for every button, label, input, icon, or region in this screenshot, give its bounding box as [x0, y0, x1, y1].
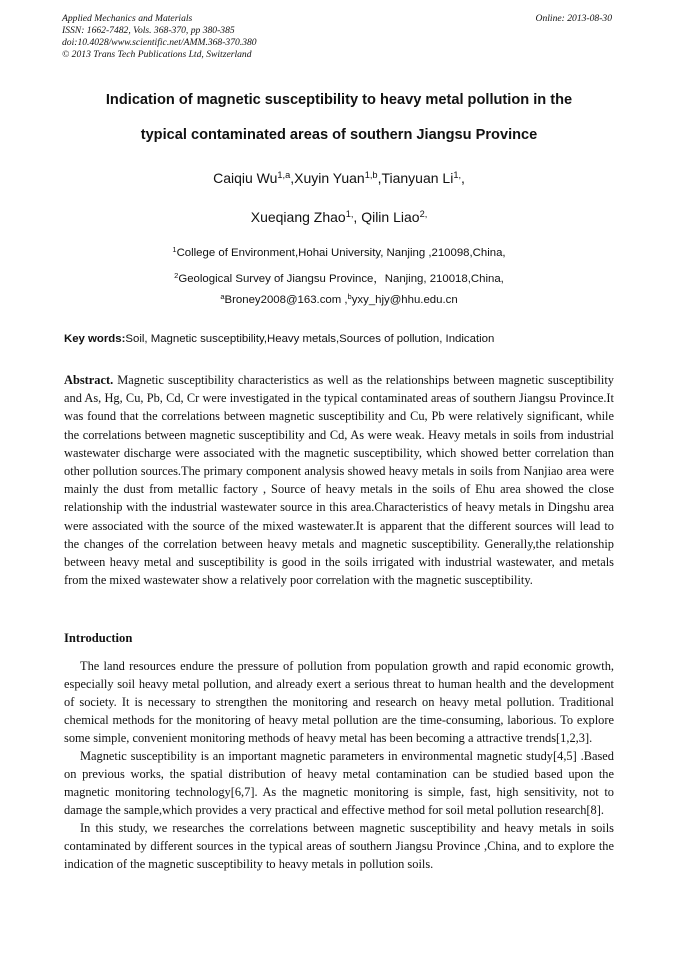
author-separator: ,: [377, 170, 382, 186]
email-a: Broney2008@163.com ,: [224, 294, 348, 306]
author-name: Xueqiang Zhao: [250, 209, 346, 225]
affiliation-text: Geological Survey of Jiangsu Province，Nanjing, 210018,China,: [178, 273, 504, 285]
paper-title-line-2: typical contaminated areas of southern Jiangsu Province: [140, 127, 538, 143]
email-line: [40, 291, 638, 306]
doi-line: doi:10.4028/www.scientific.net/AMM.368-370.380: [62, 37, 257, 48]
issn-line: ISSN: 1662-7482, Vols. 368-370, pp 380-385: [62, 25, 235, 36]
online-date: Online: 2013-08-30: [535, 13, 612, 24]
author-affil-mark: 1,a: [277, 169, 291, 180]
author-name: Tianyuan Li: [381, 170, 454, 186]
copyright-line: © 2013 Trans Tech Publications Ltd, Switzerland: [62, 49, 252, 60]
journal-name: Applied Mechanics and Materials: [62, 13, 193, 24]
abstract: [64, 371, 614, 589]
affiliation-text: College of Environment,Hohai University, Nanjing ,210098,China,: [176, 247, 506, 259]
affiliation-mark: 1: [172, 244, 177, 254]
paper-title-line-1: Indication of magnetic susceptibility to heavy metal pollution in the: [105, 92, 573, 108]
author-separator: ,: [353, 209, 362, 225]
author-line-1: [40, 170, 638, 186]
keywords-label: Key words:: [64, 333, 126, 345]
author-line-2: [40, 209, 638, 225]
author-affil-mark: 1,: [453, 169, 462, 180]
keywords-text: Soil, Magnetic susceptibility,Heavy metals,Sources of pollution, Indication: [125, 333, 495, 345]
intro-paragraph: Magnetic susceptibility is an important magnetic parameters in environmental magnetic study[4,5] .Based on previous works, the spatial distribution of heavy metal contamination can be studied based upon the magnetic monitoring technology[6,7]. As the magnetic monitoring is simple, fast, high sensitivity, not to damage the sample,which provides a very practical and effective method for soil metal pollution research[8].: [64, 749, 614, 817]
abstract-text: Magnetic susceptibility characteristics as well as the relationships between magnetic susceptibility and As, Hg, Cu, Pb, Cd, Cr were investigated in the typical contaminated areas of southern Jiangsu Province.It was found that the correlations between magnetic susceptibility and Cu, Pb were relatively significant, while the correlations between magnetic susceptibility and Cd, As were weak. Heavy metals in soils from industrial wastewater discharge were associated with the magnetic susceptibility, which showed better correlation than other pollution sources.The primary component analysis showed heavy metals in soils from Nanjiao area were mainly the dust from metallic factory , Source of heavy metals in the soils of Ehu area showed the close relationship with the industrial wastewater source in this area.Characteristics of heavy metals in Dingshu area were associated with the source of the mixed wastewater.It is apparent that the different sources will lead to the changes of the correlation between heavy metals and magnetic susceptibility. Generally,the relationship between heavy metal and susceptibility is good in the soils irrigated with industrial wastewater, and metals from the mixed wastewater show a relatively poor correlation with the magnetic susceptibility.: [64, 373, 614, 588]
affiliation-1: [40, 244, 638, 259]
author-affil-mark: 2,: [419, 208, 428, 219]
intro-paragraph: In this study, we researches the correlations between magnetic susceptibility and heavy metals in soils contaminated by different sources in the typical areas of southern Jiangsu Province ,China, and to explore the indication of the magnetic susceptibility to heavy metals in pollution soils.: [64, 821, 614, 871]
email-mark-a: a: [220, 291, 225, 301]
email-mark-b: b: [347, 291, 352, 301]
affiliation-mark: 2: [174, 270, 179, 280]
author-name: Qilin Liao: [361, 209, 420, 225]
author-name: Xuyin Yuan: [294, 170, 365, 186]
journal-header: [62, 13, 257, 61]
author-affil-mark: 1,: [345, 208, 354, 219]
author-separator: ,: [290, 170, 295, 186]
author-name: Caiqiu Wu: [213, 170, 278, 186]
abstract-label: Abstract.: [64, 373, 114, 387]
email-b: yxy_hjy@hhu.edu.cn: [351, 294, 458, 306]
introduction-heading: Introduction: [64, 631, 133, 645]
author-separator: ,: [461, 170, 465, 186]
keywords: [64, 333, 494, 345]
affiliation-2: [40, 270, 638, 286]
author-affil-mark: 1,b: [364, 169, 378, 180]
introduction-body: [64, 657, 614, 873]
intro-paragraph: The land resources endure the pressure of pollution from population growth and rapid economic growth, especially soil heavy metal pollution, and already exert a serious threat to human health and the development of society. It is necessary to strengthen the monitoring and research on heavy metal pollution. Traditional chemical methods for the monitoring of heavy metal pollution are the time-consuming, laborious. To explore some simple, convenient monitoring methods of heavy metal has been becoming a attractive trends[1,2,3].: [64, 659, 614, 745]
